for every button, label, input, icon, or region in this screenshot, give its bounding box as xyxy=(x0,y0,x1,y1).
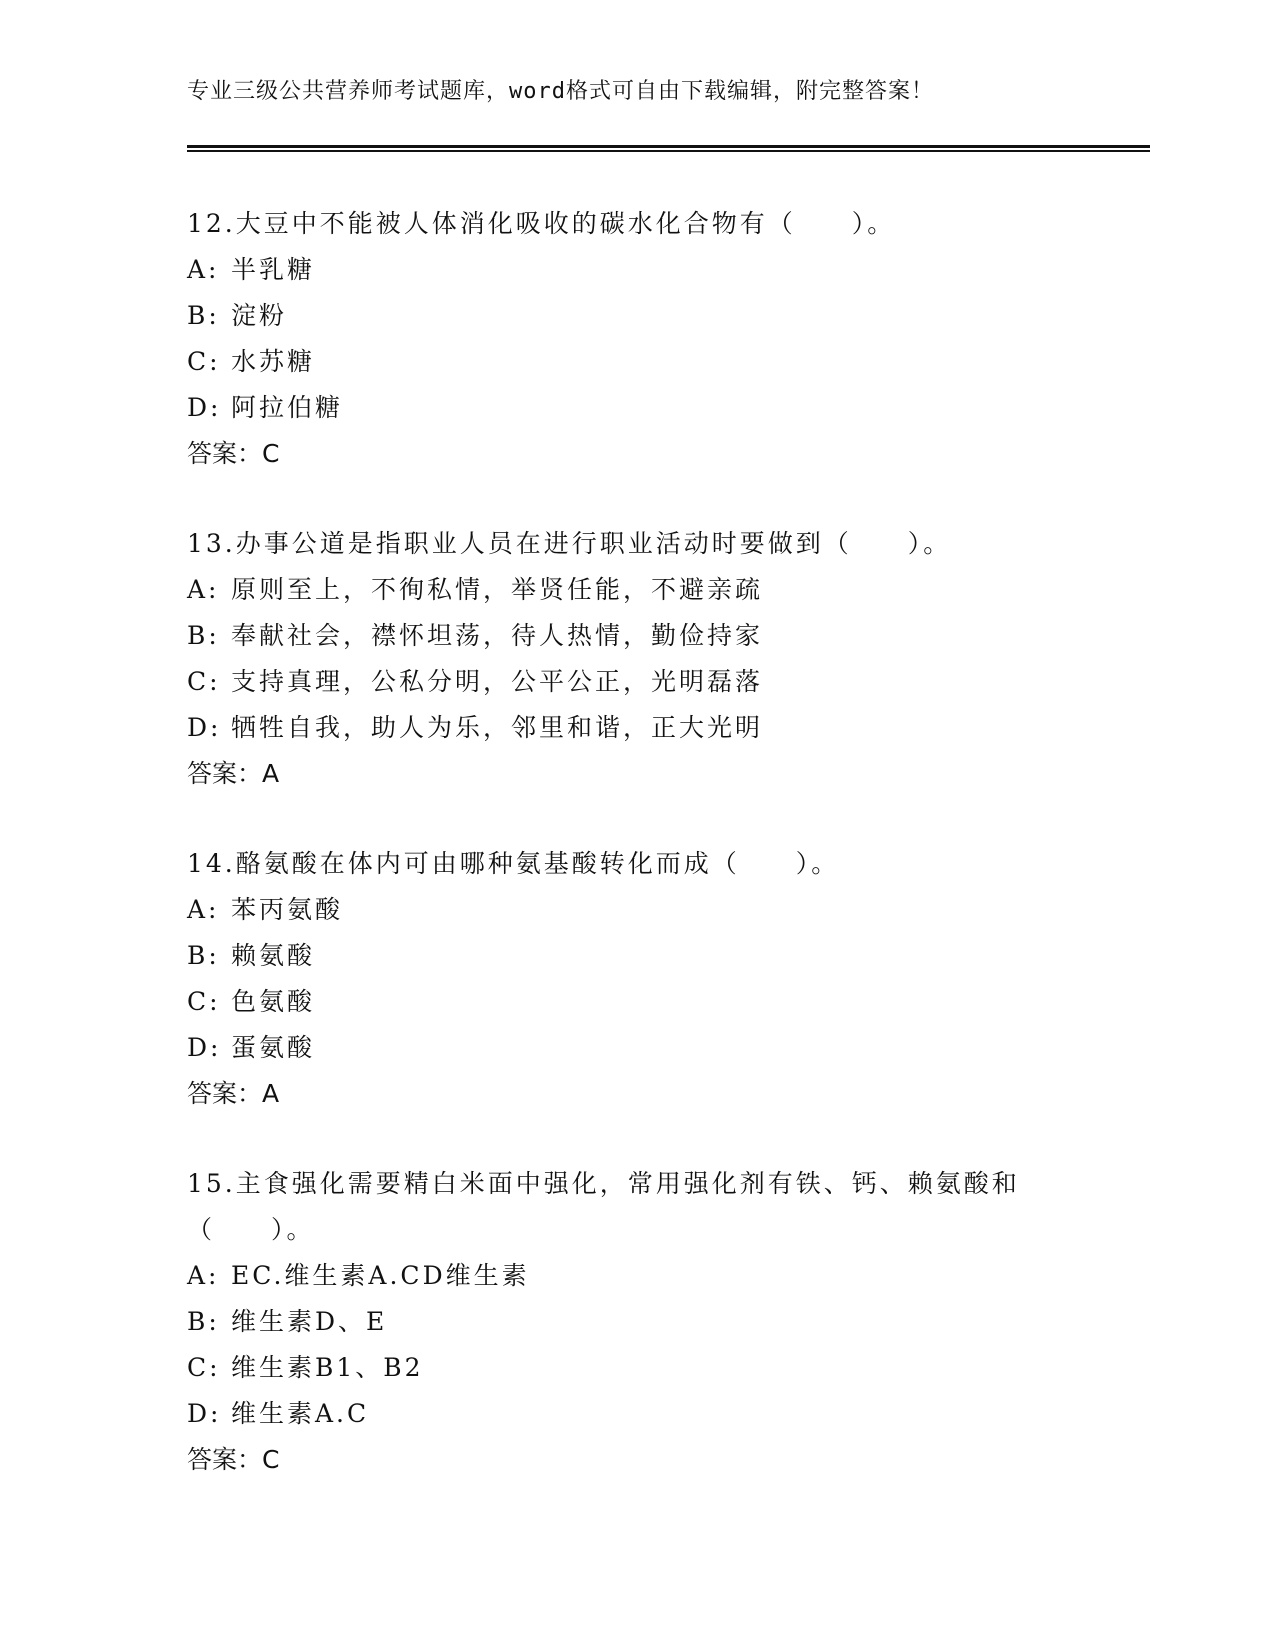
option-letter: D: xyxy=(187,393,222,422)
question-stem: 15.主食强化需要精白米面中强化，常用强化剂有铁、钙、赖氨酸和（ ）。 xyxy=(187,1169,1020,1244)
option-letter: D: xyxy=(187,1399,222,1428)
question-stem: 14.酪氨酸在体内可由哪种氨基酸转化而成（ ）。 xyxy=(187,849,840,878)
option-a xyxy=(187,567,1087,613)
option-b xyxy=(187,1299,1087,1345)
question-12 xyxy=(187,201,1087,477)
option-a xyxy=(187,887,1087,933)
option-text: 色氨酸 xyxy=(231,987,316,1016)
option-text: EC.维生素A.CD维生素 xyxy=(231,1261,530,1290)
header-rule-thick xyxy=(187,145,1150,148)
option-letter: D: xyxy=(187,1033,222,1062)
option-a xyxy=(187,1253,1087,1299)
option-b xyxy=(187,293,1087,339)
option-text: 原则至上，不徇私情，举贤任能，不避亲疏 xyxy=(231,575,764,604)
option-text: 维生素D、E xyxy=(231,1307,388,1336)
question-15 xyxy=(187,1161,1087,1483)
option-letter: C: xyxy=(187,1353,221,1382)
question-13 xyxy=(187,521,1087,797)
option-text: 半乳糖 xyxy=(231,255,316,284)
option-text: 维生素B1、B2 xyxy=(231,1353,424,1382)
option-text: 奉献社会，襟怀坦荡，待人热情，勤俭持家 xyxy=(231,621,764,650)
option-c xyxy=(187,979,1087,1025)
question-14 xyxy=(187,841,1087,1117)
option-letter: A: xyxy=(187,895,220,924)
question-stem: 13.办事公道是指职业人员在进行职业活动时要做到（ ）。 xyxy=(187,529,952,558)
page-header: 专业三级公共营养师考试题库，word格式可自由下载编辑，附完整答案！ xyxy=(187,79,934,104)
option-text: 水苏糖 xyxy=(231,347,316,376)
option-text: 支持真理，公私分明，公平公正，光明磊落 xyxy=(231,667,764,696)
option-letter: C: xyxy=(187,987,221,1016)
option-b xyxy=(187,613,1087,659)
option-letter: C: xyxy=(187,667,221,696)
option-d xyxy=(187,385,1087,431)
header-rule-thin xyxy=(187,150,1150,152)
option-text: 阿拉伯糖 xyxy=(231,393,344,422)
option-text: 淀粉 xyxy=(231,301,288,330)
option-letter: B: xyxy=(187,1307,220,1336)
option-b xyxy=(187,933,1087,979)
answer-line: 答案：A xyxy=(187,1079,280,1108)
option-c xyxy=(187,339,1087,385)
answer-line: 答案：C xyxy=(187,1445,280,1474)
option-text: 苯丙氨酸 xyxy=(231,895,344,924)
option-letter: B: xyxy=(187,941,220,970)
option-c xyxy=(187,659,1087,705)
option-text: 赖氨酸 xyxy=(231,941,316,970)
option-letter: D: xyxy=(187,713,222,742)
option-letter: B: xyxy=(187,301,220,330)
option-c xyxy=(187,1345,1087,1391)
option-letter: B: xyxy=(187,621,220,650)
option-letter: C: xyxy=(187,347,221,376)
option-text: 蛋氨酸 xyxy=(231,1033,316,1062)
option-d xyxy=(187,705,1087,751)
option-d xyxy=(187,1391,1087,1437)
option-text: 牺牲自我，助人为乐，邻里和谐，正大光明 xyxy=(231,713,764,742)
option-d xyxy=(187,1025,1087,1071)
question-stem: 12.大豆中不能被人体消化吸收的碳水化合物有（ ）。 xyxy=(187,209,896,238)
option-letter: A: xyxy=(187,255,220,284)
option-letter: A: xyxy=(187,1261,220,1290)
answer-line: 答案：A xyxy=(187,759,280,788)
option-letter: A: xyxy=(187,575,220,604)
option-text: 维生素A.C xyxy=(231,1399,370,1428)
answer-line: 答案：C xyxy=(187,439,280,468)
option-a xyxy=(187,247,1087,293)
